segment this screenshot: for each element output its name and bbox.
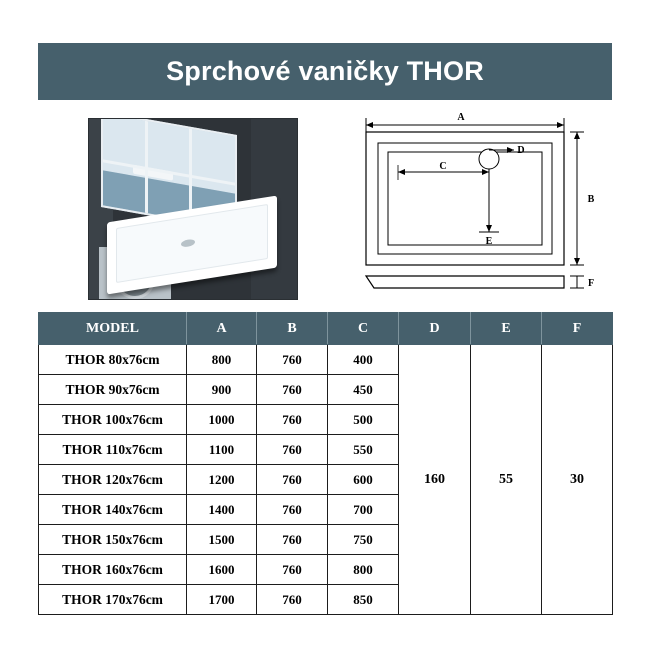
cell-b: 760 bbox=[257, 465, 328, 495]
technical-drawing-svg bbox=[356, 110, 606, 300]
table-header-row bbox=[39, 313, 613, 345]
cell-c: 550 bbox=[328, 435, 399, 465]
product-photo bbox=[88, 118, 298, 300]
cell-a: 1400 bbox=[187, 495, 257, 525]
cell-b: 760 bbox=[257, 345, 328, 375]
cell-a: 900 bbox=[187, 375, 257, 405]
column-header-d: D bbox=[399, 313, 471, 345]
dimension-label-b: B bbox=[587, 194, 595, 205]
cell-e-merged: 55 bbox=[471, 345, 542, 615]
dimension-label-d: D bbox=[517, 145, 525, 156]
cell-b: 760 bbox=[257, 585, 328, 615]
table-row bbox=[39, 345, 613, 375]
cell-b: 760 bbox=[257, 405, 328, 435]
cell-a: 800 bbox=[187, 345, 257, 375]
cell-f-merged: 30 bbox=[542, 345, 613, 615]
column-header-model: MODEL bbox=[39, 313, 187, 345]
cell-model: THOR 90x76cm bbox=[39, 375, 187, 405]
cell-model: THOR 140x76cm bbox=[39, 495, 187, 525]
cell-model: THOR 110x76cm bbox=[39, 435, 187, 465]
cell-model: THOR 160x76cm bbox=[39, 555, 187, 585]
cell-model: THOR 120x76cm bbox=[39, 465, 187, 495]
cell-c: 700 bbox=[328, 495, 399, 525]
dimension-label-e: E bbox=[485, 236, 493, 247]
page-title: Sprchové vaničky THOR bbox=[166, 56, 484, 86]
cell-a: 1000 bbox=[187, 405, 257, 435]
cell-a: 1700 bbox=[187, 585, 257, 615]
cell-b: 760 bbox=[257, 435, 328, 465]
cell-a: 1100 bbox=[187, 435, 257, 465]
cell-c: 800 bbox=[328, 555, 399, 585]
cell-b: 760 bbox=[257, 495, 328, 525]
cell-c: 500 bbox=[328, 405, 399, 435]
cell-d-merged: 160 bbox=[399, 345, 471, 615]
cell-a: 1600 bbox=[187, 555, 257, 585]
cell-c: 400 bbox=[328, 345, 399, 375]
cell-c: 600 bbox=[328, 465, 399, 495]
cell-a: 1500 bbox=[187, 525, 257, 555]
technical-drawing bbox=[356, 110, 606, 300]
column-header-e: E bbox=[471, 313, 542, 345]
cell-model: THOR 150x76cm bbox=[39, 525, 187, 555]
specification-table bbox=[38, 312, 613, 615]
column-header-b: B bbox=[257, 313, 328, 345]
dimension-label-a: A bbox=[457, 112, 465, 123]
cell-b: 760 bbox=[257, 375, 328, 405]
column-header-c: C bbox=[328, 313, 399, 345]
cell-model: THOR 170x76cm bbox=[39, 585, 187, 615]
cell-model: THOR 80x76cm bbox=[39, 345, 187, 375]
cell-c: 850 bbox=[328, 585, 399, 615]
cell-c: 750 bbox=[328, 525, 399, 555]
page-header bbox=[38, 43, 612, 100]
cell-model: THOR 100x76cm bbox=[39, 405, 187, 435]
dimension-label-c: C bbox=[439, 161, 447, 172]
cell-b: 760 bbox=[257, 525, 328, 555]
dimension-label-f: F bbox=[587, 278, 595, 289]
column-header-f: F bbox=[542, 313, 613, 345]
cell-a: 1200 bbox=[187, 465, 257, 495]
cell-c: 450 bbox=[328, 375, 399, 405]
cell-b: 760 bbox=[257, 555, 328, 585]
column-header-a: A bbox=[187, 313, 257, 345]
